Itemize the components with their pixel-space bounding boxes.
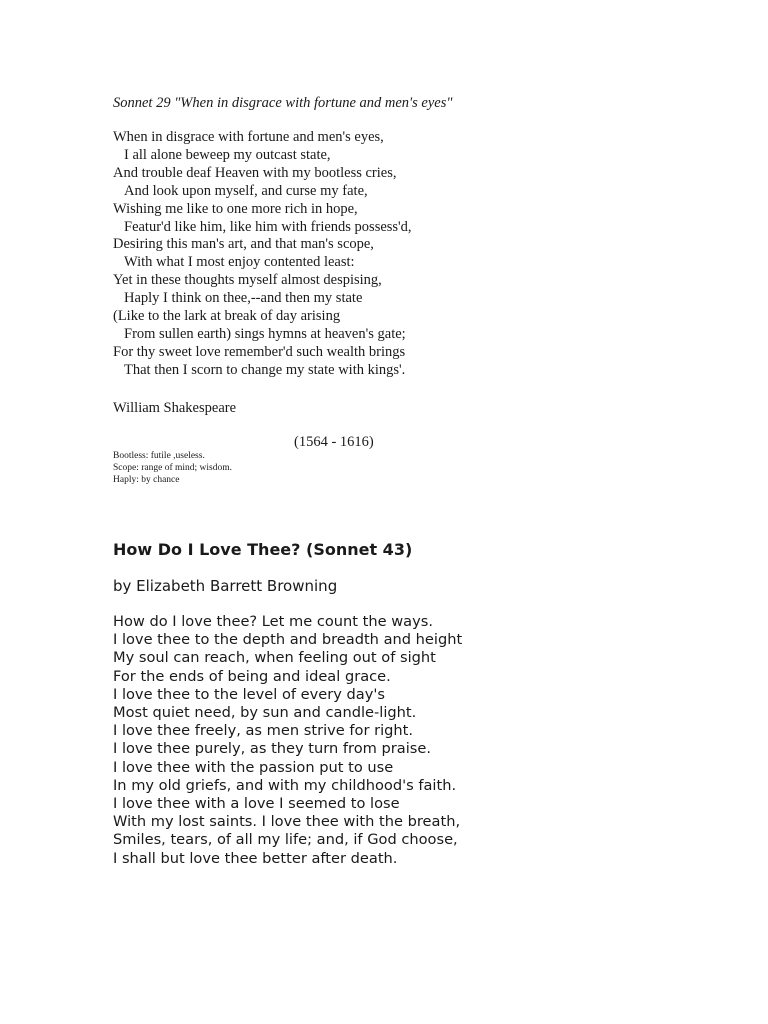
- poem-line: I love thee with the passion put to use: [113, 758, 394, 776]
- poem-line: Smiles, tears, of all my life; and, if God choose,: [113, 831, 458, 849]
- poem-line: Most quiet need, by sun and candle-light.: [113, 704, 417, 722]
- poem-line: And trouble deaf Heaven with my bootless cries,: [113, 164, 397, 181]
- poem-line: And look upon myself, and curse my fate,: [124, 182, 368, 199]
- poem-line: I love thee to the depth and breadth and height: [113, 631, 463, 649]
- sonnet29-dates: (1564 - 1616): [294, 434, 374, 450]
- poem-line: With what I most enjoy contented least:: [124, 254, 355, 271]
- poem-line: I shall but love thee better after death.: [113, 849, 398, 867]
- glossary-item: Scope: range of mind; wisdom.: [113, 463, 232, 473]
- glossary-item: Haply: by chance: [113, 475, 180, 485]
- poem-line: With my lost saints. I love thee with the breath,: [113, 813, 461, 831]
- poem-line: From sullen earth) sings hymns at heaven's gate;: [124, 325, 406, 342]
- poem-line: I love thee with a love I seemed to lose: [113, 795, 400, 813]
- poem-line: In my old griefs, and with my childhood's faith.: [113, 776, 457, 794]
- sonnet29-glossary: [113, 450, 232, 486]
- poem-line: Yet in these thoughts myself almost despising,: [113, 272, 382, 289]
- poem-line: How do I love thee? Let me count the ways.: [113, 613, 434, 630]
- sonnet43-byline: by Elizabeth Barrett Browning: [113, 577, 338, 595]
- poem-line: Wishing me like to one more rich in hope,: [113, 200, 358, 217]
- poem-line: For the ends of being and ideal grace.: [113, 667, 391, 685]
- poem-line: Featur'd like him, like him with friends possess'd,: [124, 218, 412, 235]
- poem-line: I love thee freely, as men strive for right.: [113, 722, 414, 740]
- glossary-item: Bootless: futile ,useless.: [113, 451, 205, 461]
- sonnet43-poem: [113, 613, 462, 868]
- poem-line: Haply I think on thee,--and then my state: [124, 290, 363, 307]
- poem-line: I love thee to the level of every day's: [113, 685, 386, 703]
- poem-line: Desiring this man's art, and that man's scope,: [113, 236, 374, 253]
- sonnet43-title: How Do I Love Thee? (Sonnet 43): [113, 540, 413, 559]
- poem-line: (Like to the lark at break of day arising: [113, 308, 341, 325]
- poem-line: I love thee purely, as they turn from praise.: [113, 740, 431, 758]
- poem-line: For thy sweet love remember'd such wealth brings: [113, 343, 406, 360]
- sonnet29-author: William Shakespeare: [113, 400, 237, 416]
- poem-line: My soul can reach, when feeling out of sight: [113, 649, 436, 667]
- poem-line: When in disgrace with fortune and men's eyes,: [113, 129, 384, 145]
- sonnet29-title: Sonnet 29 "When in disgrace with fortune and men's eyes": [113, 95, 453, 111]
- poem-line: That then I scorn to change my state with kings'.: [124, 361, 406, 378]
- sonnet29-poem: [113, 129, 412, 380]
- poem-line: I all alone beweep my outcast state,: [124, 146, 331, 163]
